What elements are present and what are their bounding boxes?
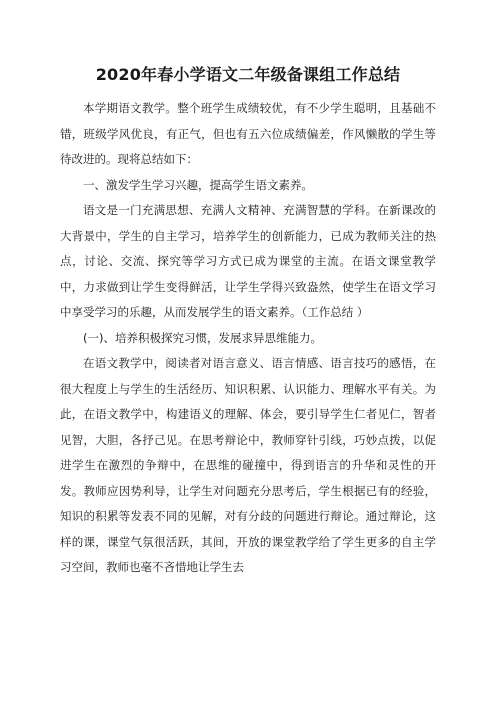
document-title: 2020年春小学语文二年级备课组工作总结 — [95, 65, 401, 84]
document-body — [60, 96, 436, 581]
paragraph-section-1: 语文是一门充满思想、充满人文精神、充满智慧的学科。在新课改的大背景中，学生的自主学习，培养学生的创新能力，已成为教师关注的热点，讨论、交流、探究等学习方式已成为课堂的主流。在语文课堂教学中，力求做到让学生变得鲜活，让学生学得兴致盎然，使学生在语文学习中享受学习的乐趣，从而发展学生的语文素养。（工作总结 ） — [60, 203, 436, 319]
heading-subsection-1: (一)、培养积极探究习惯，发展求异思维能力。 — [83, 330, 322, 345]
paragraph-subsection-1: 在语文教学中，阅读者对语言意义、语言情感、语言技巧的感悟，在很大程度上与学生的生活经历、知识积累、认识能力、理解水平有关。为此，在语文教学中，构建语义的理解、体会，要引导学生仁者见仁，智者见智，大胆，各抒己见。在思考辩论中，教师穿针引线，巧妙点拨，以促进学生在激烈的争辩中，在思维的碰撞中，得到语言的升华和灵性的开发。教师应因势利导，让学生对问题充分思考后，学生根据已有的经验，知识的积累等发表不同的见解，对有分歧的问题进行辩论。通过辩论，这样的课，课堂气氛很活跃，其间，开放的课堂教学给了学生更多的自主学习空间，教师也毫不吝惜地让学生去 — [60, 356, 436, 574]
paragraph-intro: 本学期语文教学。整个班学生成绩较优，有不少学生聪明，且基础不错，班级学风优良，有正气，但也有五六位成绩偏差，作风懒散的学生等待改进的。现将总结如下： — [60, 101, 436, 166]
heading-section-1: 一、激发学生学习兴趣，提高学生语文素养。 — [83, 177, 313, 192]
